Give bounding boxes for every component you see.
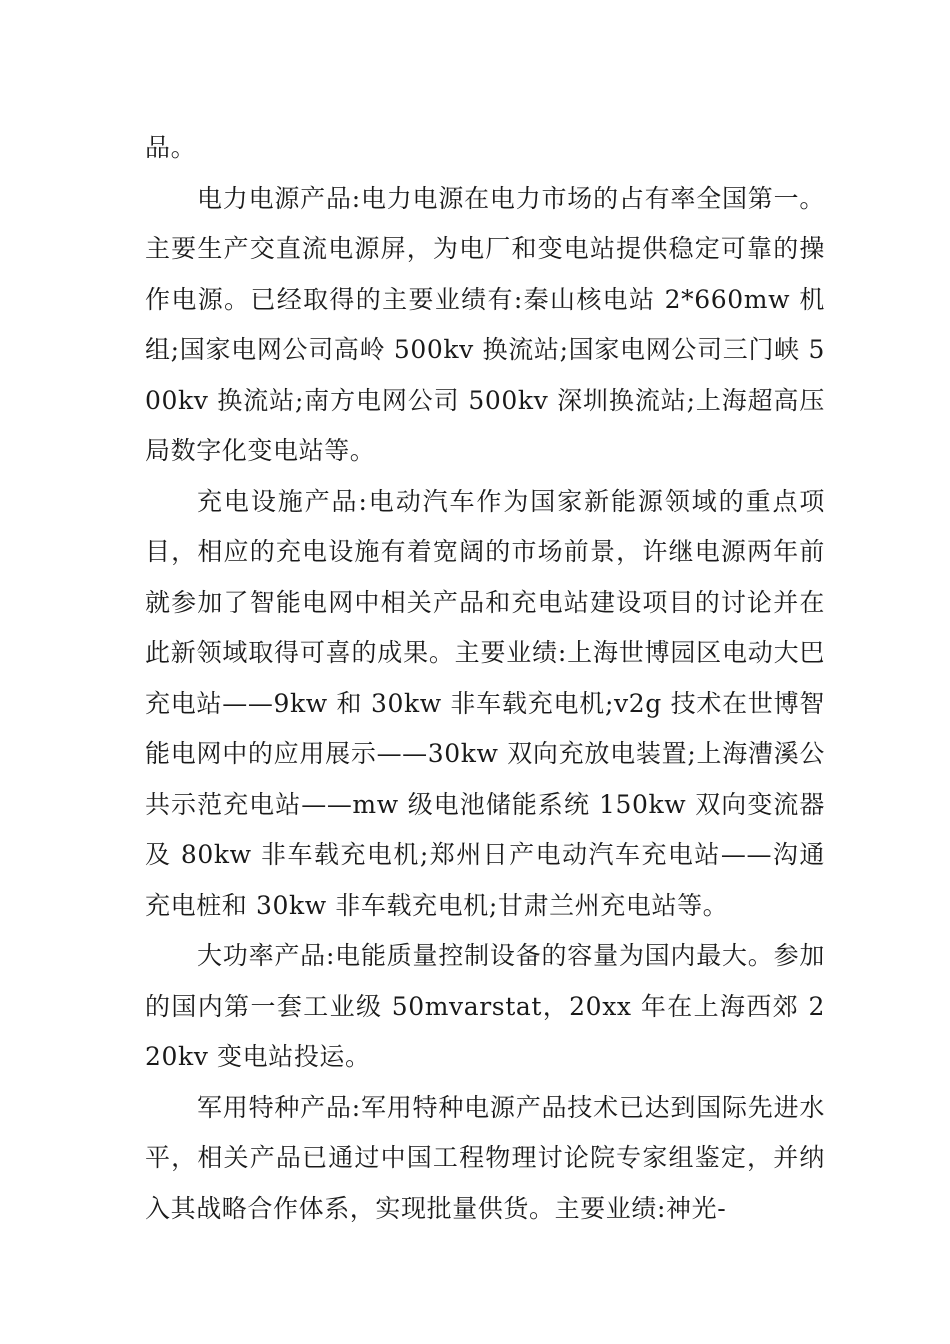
- paragraph-military-products: 军用特种产品:军用特种电源产品技术已达到国际先进水平，相关产品已通过中国工程物理讨论院专家组鉴定，并纳入其战略合作体系，实现批量供货。主要业绩:神光-: [145, 1092, 825, 1223]
- paragraph-high-power-products: 大功率产品:电能质量控制设备的容量为国内最大。参加的国内第一套工业级 50mvarstat，20xx 年在上海西郊 220kv 变电站投运。: [145, 941, 825, 1071]
- paragraph-charging-facilities: 充电设施产品:电动汽车作为国家新能源领域的重点项目，相应的充电设施有着宽阔的市场前景，许继电源两年前就参加了智能电网中相关产品和充电站建设项目的讨论并在此新领域取得可喜的成果。主要业绩:上海世博园区电动大巴充电站——9kw 和 30kw 非车载充电机;v2g 技术在世博智能电网中的应用展示——30kw 双向充放电装置;上海漕溪公共示范充电站——mw 级电池储能系统 150kw 双向变流器及 80kw 非车载充电机;郑州日产电动汽车充电站——沟通充电桩和 30kw 非车载充电机;甘肃兰州充电站等。: [145, 486, 825, 920]
- paragraph-power-supply-products: 电力电源产品:电力电源在电力市场的占有率全国第一。主要生产交直流电源屏，为电厂和变电站提供稳定可靠的操作电源。已经取得的主要业绩有:秦山核电站 2*660mw 机组;国家电网公司高岭 500kv 换流站;国家电网公司三门峡 500kv 换流站;南方电网公司 500kv 深圳换流站;上海超高压局数字化变电站等。: [145, 183, 825, 465]
- document-body: [145, 123, 825, 1234]
- paragraph-continuation: 品。: [145, 133, 197, 162]
